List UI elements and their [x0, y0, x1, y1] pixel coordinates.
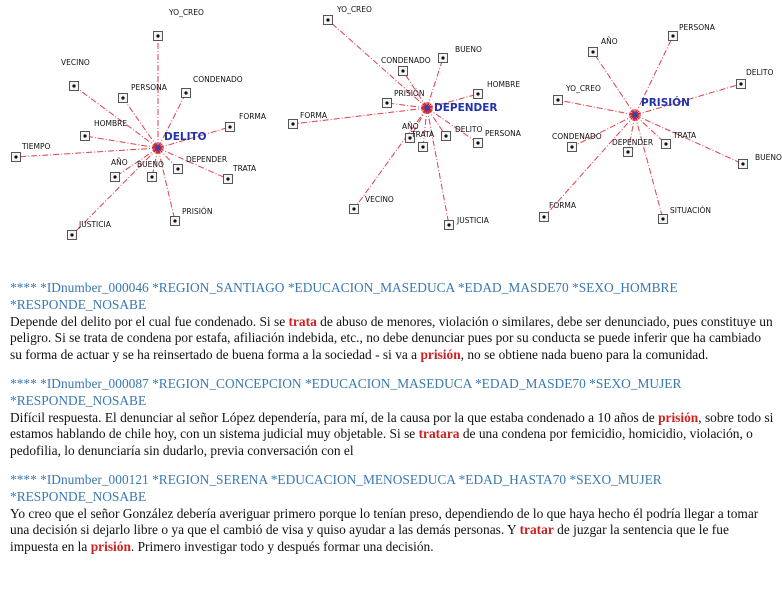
- node-dot-delito: [444, 134, 447, 137]
- node-dot-trata: [421, 145, 424, 148]
- node-label-bueno: BUENO: [455, 45, 482, 54]
- excerpt-header: **** *IDnumber_000046 *REGION_SANTIAGO *EDUCACION_MASEDUCA *EDAD_MASDE70 *SEXO_HOMBRE *RESPONDE_NOSABE: [10, 280, 678, 312]
- node-dot-vecino: [72, 84, 75, 87]
- node-label-condenado: CONDENADO: [552, 132, 602, 141]
- text-segment: de juzgar la sentencia que le fue impuesta en la: [10, 522, 729, 555]
- node-label-persona: PERSONA: [679, 23, 715, 32]
- excerpt-body: [10, 410, 776, 460]
- node-dot-yo-creo: [556, 98, 559, 101]
- node-dot-depender: [626, 150, 629, 153]
- node-dot-persona: [121, 96, 124, 99]
- node-label-hombre: HOMBRE: [94, 119, 128, 128]
- node-label-delito: DELITO: [746, 68, 774, 77]
- graph-depender: [289, 5, 522, 230]
- node-label-trata: TRATA: [233, 164, 257, 173]
- node-label-prision: PRISIÓN: [182, 207, 213, 216]
- node-label-vecino: VECINO: [365, 195, 394, 204]
- center-label-prision: PRISIÓN: [641, 97, 690, 109]
- text-segment: de una condena por femicidio, homicidio, violación, o pedofilia, lo denunciaría sin dudarlo, previa conversación con el: [10, 426, 753, 459]
- node-label-depender: DEPENDER: [186, 155, 228, 164]
- edge-hombre: [85, 136, 158, 148]
- highlighted-term: tratar: [519, 522, 554, 538]
- node-label-depender: DEPENDER: [612, 138, 654, 147]
- node-dot-forma: [291, 122, 294, 125]
- node-dot-persona: [476, 141, 479, 144]
- hub-center: [424, 105, 429, 110]
- excerpt-body: [10, 314, 776, 364]
- node-dot-situacion: [661, 217, 664, 220]
- hub-center: [155, 145, 160, 150]
- node-dot-hombre: [476, 92, 479, 95]
- text-segment: , sobre todo si estamos hablando de chile hoy, con un sistema judicial muy objetable. Si se: [10, 409, 774, 442]
- node-dot-forma: [542, 215, 545, 218]
- node-dot-trata: [664, 142, 667, 145]
- hub-center: [632, 112, 637, 117]
- edge-yo-creo: [558, 100, 635, 115]
- node-dot-justicia: [70, 233, 73, 236]
- node-label-bueno: BUENO: [755, 153, 782, 162]
- text-excerpts: [10, 280, 776, 568]
- highlighted-term: prisión: [90, 539, 131, 555]
- node-label-situacion: SITUACIÓN: [670, 206, 712, 215]
- node-label-yo-creo: YO_CREO: [337, 5, 372, 14]
- center-label-delito: DELITO: [164, 131, 207, 143]
- node-dot-depender: [176, 167, 179, 170]
- node-dot-trata: [226, 177, 229, 180]
- text-segment: , no se obtiene nada bueno para la comunidad.: [460, 347, 709, 363]
- edge-prision: [387, 103, 427, 108]
- node-dot-hombre: [83, 134, 86, 137]
- highlighted-term: trata: [288, 313, 317, 329]
- edge-persona: [123, 98, 158, 148]
- highlighted-term: prisión: [420, 347, 461, 363]
- node-dot-bueno: [441, 56, 444, 59]
- node-label-condenado: CONDENADO: [193, 75, 243, 84]
- node-label-condenado: CONDENADO: [381, 56, 431, 65]
- node-label-tiempo: TIEMPO: [22, 142, 51, 151]
- node-label-forma: FORMA: [549, 201, 577, 210]
- text-segment: Difícil respuesta. El denunciar al señor López dependería, para mí, de la causa por la que estaba condenado a 10 años de: [10, 409, 659, 425]
- node-dot-prision: [385, 101, 388, 104]
- text-segment: de abuso de menores, violación o similares, debe ser denunciado, pues constituye un peligro. Si se trata de condena por estafa, afiliación indebida, etc., no debe denunciar pues por su conducta se puede inferir que ha cambiado su forma de actuar y se ha reinsertado de buena forma a la sociedad - si va a: [10, 313, 773, 363]
- excerpt-header: **** *IDnumber_000087 *REGION_CONCEPCION *EDUCACION_MASEDUCA *EDAD_MASDE70 *SEXO_MUJER *RESPONDE_NOSABE: [10, 375, 682, 408]
- node-label-trata: TRATA: [673, 131, 697, 140]
- text-segment: Depende del delito por el cual fue condenado. Si se: [10, 313, 289, 329]
- node-dot-condenado: [570, 145, 573, 148]
- node-label-persona: PERSONA: [485, 129, 521, 138]
- node-dot-ano: [591, 50, 594, 53]
- node-label-forma: FORMA: [239, 112, 267, 121]
- excerpt-header: **** *IDnumber_000121 *REGION_SERENA *EDUCACION_MENOSEDUCA *EDAD_HASTA70 *SEXO_MUJER *RESPONDE_NOSABE: [10, 471, 662, 504]
- excerpt-1: [10, 280, 776, 364]
- excerpt-3: [10, 472, 776, 556]
- node-label-yo-creo: YO_CREO: [566, 84, 601, 93]
- node-dot-persona: [671, 34, 674, 37]
- node-dot-yo-creo: [326, 18, 329, 21]
- node-label-delito: DELITO: [455, 125, 483, 134]
- node-label-justicia: JUSTICIA: [457, 216, 489, 225]
- node-label-hombre: HOMBRE: [487, 80, 521, 89]
- node-dot-justicia: [447, 223, 450, 226]
- edge-bueno: [427, 58, 443, 108]
- node-dot-yo-creo: [156, 34, 159, 37]
- node-dot-delito: [739, 82, 742, 85]
- node-dot-forma: [228, 125, 231, 128]
- excerpt-body: [10, 506, 776, 556]
- edge-justicia: [427, 108, 449, 225]
- node-dot-tiempo: [14, 155, 17, 158]
- node-dot-bueno: [741, 162, 744, 165]
- node-label-justicia: JUSTICIA: [79, 220, 111, 229]
- node-label-prision: PRISIÓN: [394, 89, 425, 98]
- node-label-persona: PERSONA: [131, 83, 167, 92]
- node-label-vecino: VECINO: [61, 58, 90, 67]
- center-label-depender: DEPENDER: [434, 102, 498, 114]
- node-dot-prision: [173, 219, 176, 222]
- network-graphs: [0, 0, 782, 262]
- node-label-forma: FORMA: [300, 111, 328, 120]
- node-label-ano: AÑO: [601, 37, 618, 46]
- text-segment: . Primero investigar todo y después formar una decisión.: [130, 539, 434, 555]
- excerpt-2: [10, 376, 776, 460]
- node-dot-bueno: [150, 175, 153, 178]
- node-label-ano: AÑO: [111, 158, 128, 167]
- highlighted-term: prisión: [658, 409, 699, 425]
- node-dot-vecino: [352, 207, 355, 210]
- node-label-trata: TRATA: [411, 130, 435, 139]
- node-dot-condenado: [401, 69, 404, 72]
- graph-delito: [12, 8, 267, 240]
- node-label-yo-creo: YO_CREO: [169, 8, 204, 17]
- node-dot-condenado: [184, 91, 187, 94]
- highlighted-term: tratara: [418, 426, 460, 442]
- graph-prision: [540, 23, 782, 224]
- node-label-ano: AÑO: [402, 122, 419, 131]
- node-dot-ano: [113, 175, 116, 178]
- edge-prision: [158, 148, 175, 221]
- node-label-bueno: BUENO: [137, 160, 164, 169]
- text-segment: Yo creo que el señor González debería averiguar primero porque lo tenían preso, dependiendo de lo que haya hecho él podría llegar a tomar una decisión si dejarlo libre o ya que el cambió de visa y quiso ayudar a las demás personas. Y: [10, 505, 759, 538]
- edge-situacion: [635, 115, 663, 219]
